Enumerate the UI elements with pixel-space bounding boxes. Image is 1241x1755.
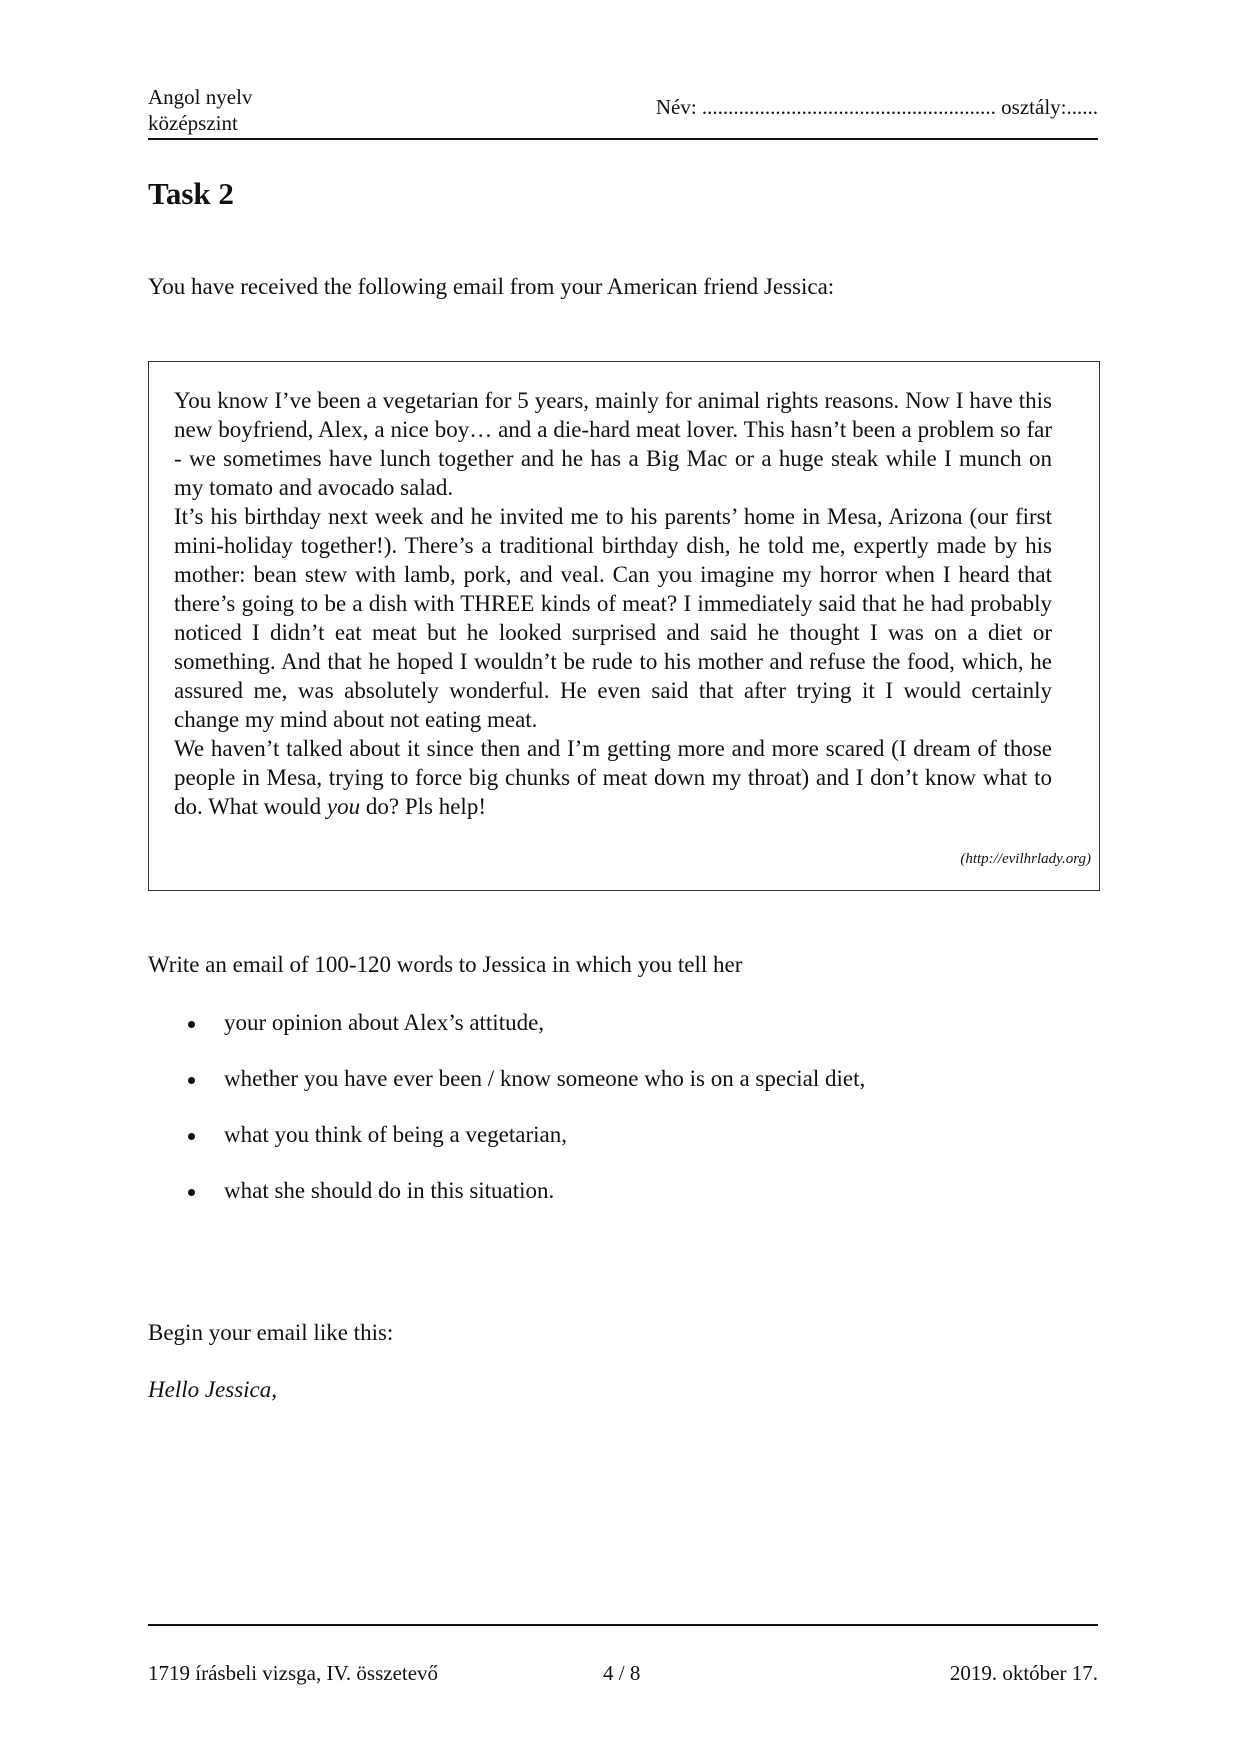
- bullet-icon: [188, 1189, 195, 1196]
- content-point: [148, 1120, 1048, 1176]
- writing-instruction: Write an email of 100-120 words to Jessica in which you tell her: [148, 952, 743, 977]
- email-paragraph-2: It’s his birthday next week and he invited me to his parents’ home in Mesa, Arizona (our first mini-holiday together!). There’s a traditional birthday dish, he told me, expertly made by his mother: bean stew with lamb, pork, and veal. Can you imagine my horror when I heard that there’s going to be a dish with THREE kinds of meat? I immediately said that he had probably noticed I didn’t eat meat but he looked surprised and said he thought I was on a diet or something. And that he hoped I wouldn’t be rude to his mother and refuse the food, which, he assured me, was absolutely wonderful. He even said that after trying it I would certainly change my mind about not eating meat.: [174, 504, 1052, 732]
- task-title: Task 2: [148, 176, 234, 211]
- content-points: [148, 1008, 1048, 1232]
- content-point: [148, 1008, 1048, 1064]
- email-paragraph-3-end: do? Pls help!: [360, 794, 486, 819]
- exam-date: 2019. október 17.: [949, 1661, 1098, 1685]
- task-intro: You have received the following email from your American friend Jessica:: [148, 274, 835, 299]
- content-point: [148, 1176, 1048, 1232]
- content-point-text: what she should do in this situation.: [224, 1178, 555, 1203]
- email-paragraph-1: You know I’ve been a vegetarian for 5 years, mainly for animal rights reasons. Now I have this new boyfriend, Alex, a nice boy… and a die-hard meat lover. This hasn’t been a problem so far - we sometimes have lunch together and he has a Big Mac or a huge steak while I munch on my tomato and avocado salad.: [174, 388, 1052, 500]
- email-paragraph-3: [174, 734, 1052, 821]
- begin-instruction: Begin your email like this:: [148, 1320, 394, 1345]
- content-point-text: whether you have ever been / know someone who is on a special diet,: [224, 1066, 866, 1091]
- name-class-field: Név: ........................................................ osztály:......: [655, 95, 1098, 119]
- exam-code: 1719 írásbeli vizsga, IV. összetevő: [148, 1661, 439, 1685]
- header-divider: [148, 138, 1098, 140]
- footer-divider: [148, 1624, 1098, 1626]
- bullet-icon: [188, 1133, 195, 1140]
- content-point: [148, 1064, 1048, 1120]
- email-body: [174, 386, 1052, 821]
- subject-line-1: Angol nyelv: [148, 85, 253, 109]
- email-greeting: Hello Jessica,: [148, 1377, 278, 1402]
- email-paragraph-3-start: We haven’t talked about it since then and I’m getting more and more scared (I dream of those people in Mesa, trying to force big chunks of meat down my throat) and I don’t know what to do. What would: [174, 736, 1052, 819]
- subject-label: [148, 84, 252, 136]
- subject-line-2: középszint: [148, 111, 238, 135]
- content-point-text: your opinion about Alex’s attitude,: [224, 1010, 545, 1035]
- bullet-icon: [188, 1077, 195, 1084]
- page-header: [148, 84, 1098, 138]
- content-point-text: what you think of being a vegetarian,: [224, 1122, 567, 1147]
- page-footer: [148, 1660, 1098, 1690]
- bullet-icon: [188, 1021, 195, 1028]
- email-box: [148, 361, 1100, 891]
- page-number: 4 / 8: [603, 1661, 641, 1685]
- email-source: (http://evilhrlady.org): [960, 851, 1091, 867]
- email-emphasis: you: [326, 794, 361, 819]
